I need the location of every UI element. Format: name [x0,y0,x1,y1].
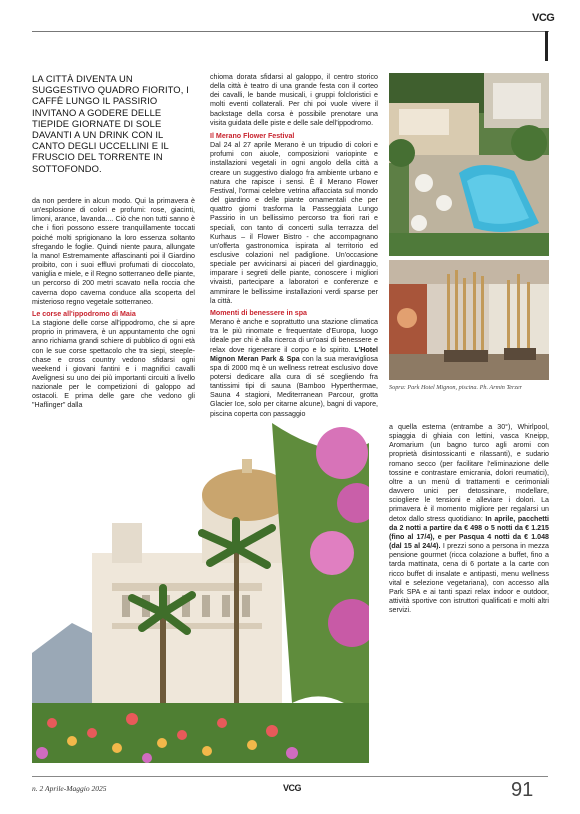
col2-hotel-name: L'Hotel Mignon Meran Park & Spa [210,345,378,363]
col2-p3-intro: Merano è anche e soprattutto una stazione climatica tra le più rinomate e frequentate d'Europa, luogo ideale per chi è alla ricerca di un'oasi di benessere e relax dove rigenerare il corpo e lo spirito. [210,318,378,354]
column-2 [210,73,378,419]
footer-rule [32,776,548,777]
col1-paragraph-2: La stagione delle corse all'ippodromo, che si apre proprio in primavera, è un appuntamento che ogni anno richiama grandi schiere di pubblico di ogni età con le sue corse spettacolo che tra siepi, steeple-chase e cross country vedono sfidarsi ogni weekend i giovani fantini e i magnifici cavalli Avelignesi su uno dei più importanti circuiti a livello nazionale per le competizioni di galoppo ad ostacoli. E prima delle gare che vedono gli "Haflinger" dalla [32,319,195,410]
column-3 [389,423,549,615]
header-accent-bar [545,31,548,61]
col3-p1-intro: a quella esterna (entrambe a 30°), Whirlpool, spiaggia di ghiaia con lettini, vasca Kneipp, Aromarium (un bagno turco agli aromi con proprietà disintossicanti e rilassanti), e sudario romano secco (per facilitare l'eliminazione delle tossine e contrastare emicrania, dolori reumatici), oltre a un menù di trattamenti e cerimoniali davvero unici per detossinare, modellare, sciogliere le tensioni e alleviare i dolori. La primavera è il momento migliore per regalarsi un detox dallo stress quotidiano: [389,423,549,523]
col3-offer-prices: In aprile, pacchetti da 2 notti a partire da € 498 o 5 notti da € 1.215 (fino al 17/4), e per Pasqua 4 notti da € 1.048 (dal 15 al 24/4). [389,514,549,551]
col3-p1-rest: I prezzi sono a persona in mezza pensione gourmet (ricca colazione a buffet, fino a tarda mattinata, cena di 6 portate a la carte con ricco buffet di insalate e antipasti, menu wellness vital e selezione vegetariana), con accesso alla Park SPA e ai tanti spazi relax indoor e outdoor, attività sportive con istruttori qualificati e molti altri servizi. [389,542,549,615]
photo-hotel-pool [389,73,549,256]
col2-p3-rest: con la sua meravigliosa spa di 2000 mq è un wellness retreat esclusivo dove potersi dedicare alla cura di sé scegliendo fra tantissimi tipi di sauna (Bamboo Hyperthermae, Sauna 4 stagioni, Mediterranean Parcour, grotta Glacier Ice, solo per citarne alcune), bagni di vapore, piscina coperta con passaggio [210,354,378,418]
photo-kurhaus [32,423,369,763]
col1-paragraph-1: da non perdere in alcun modo. Qui la primavera è un'esplosione di colori e profumi: rose, giacinti, limoni, arance, lavanda.... Ciò che non tutti sanno è che i fiori possono essere tranquillamente toccati poiché molti sprigionano la loro essenza soltanto sfregando le foglie. Quindi niente paura, allungate la mano! Estremamente affascinanti poi il Giardino proibito, con i suoi effluvi profumati di cioccolato, vaniglia e miele, e il Regno sotterraneo delle piante, un percorso di 200 metri scavato nella roccia che caverna dopo caverna conduce alla scoperta del misterioso regno vegetale sotterraneo. [32,197,195,306]
col2-heading-spa: Momenti di benessere in spa [210,308,307,317]
brand-logo: VCG [532,12,555,24]
page-number: 91 [511,779,534,801]
column-1 [32,197,195,411]
photo-caption: Sopra: Park Hotel Mignon, piscina. Ph. Armin Terzer [389,384,523,391]
issue-label: n. 2 Aprile-Maggio 2025 [32,784,107,793]
photo-spa-interior [389,260,549,380]
footer-brand-logo: VCG [283,783,302,793]
col2-paragraph-3 [210,318,378,419]
col1-heading-horse-races: Le corse all'ippodromo di Maia [32,309,136,318]
col3-paragraph-1 [389,423,549,615]
header-rule [32,31,549,32]
lead-paragraph: LA CITTÀ DIVENTA UN SUGGESTIVO QUADRO FIORITO, I CAFFÈ LUNGO IL PASSIRIO INVITANO A GODERE DELLE TIEPIDE GIORNATE DI SOLE DAVANTI A UN DRINK CON IL CANTO DEGLI UCCELLINI E IL FRUSCIO DEL TORRENTE IN SOTTOFONDO. [32,73,189,174]
col2-paragraph-2: Dal 24 al 27 aprile Merano è un tripudio di colori e profumi con aiuole, composizioni variopinte e installazioni vegetali in ogni angolo della città a creare un suggestivo dialogo fra ambiente urbano e natura che rapisce i sensi. È il Merano Flower Festival, l'ormai celebre vetrina affacciata sul mondo del giardino e delle piante ornamentali che per quattro giorni trasforma la Passeggiata Lungo Passirio in un bellissimo percorso tra fiori rari e speciali, con tanto di concerti sulla terrazza del Kurhaus – il Flower Bistro - che accompagnano un'offerta gastronomica ispirata al territorio ed esclusive colazioni nel padiglione. Un'occasione speciale per avvicinarsi ai piaceri del giardinaggio, imparare i segreti delle piante, conoscere i migliori vivaisti, partecipare a laboratori e conferenze e ammirare le bellissime installazioni verdi sparse per la città. [210,141,378,305]
col2-paragraph-1: chioma dorata sfidarsi al galoppo, il centro storico della città è teatro di una grande festa con il corteo dei cavalli, le bande musicali, i gruppi folcloristici e molti eventi collaterali. Per chi poi vuole vivere il backstage della corsa è possibile prenotare una visita guidata delle piste e delle sale dell'ippodromo. [210,73,378,127]
col2-heading-flower-festival: Il Merano Flower Festival [210,131,295,140]
